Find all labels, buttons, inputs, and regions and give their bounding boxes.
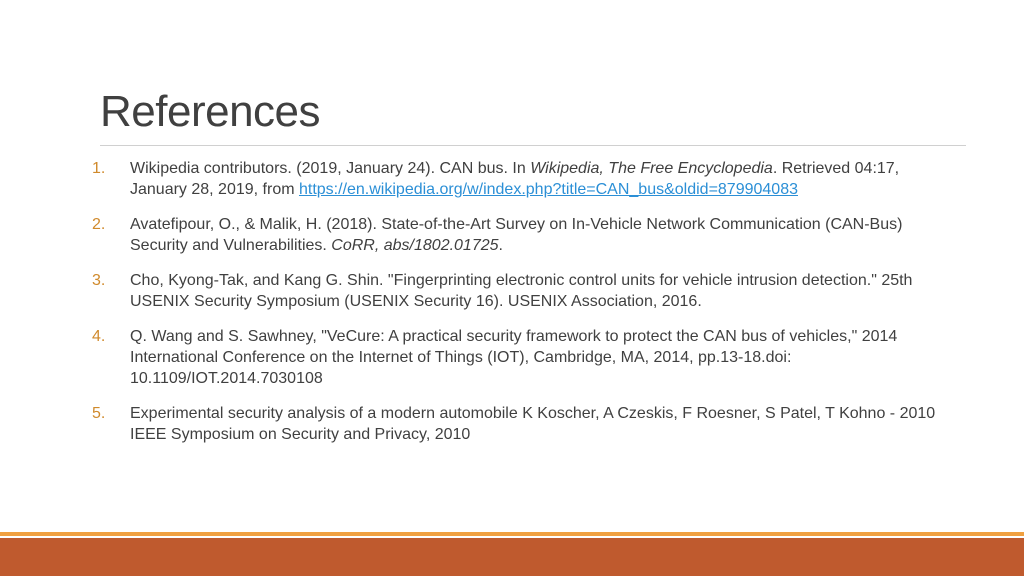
reference-number: 4. [92,328,106,345]
reference-number: 1. [92,160,106,177]
reference-text: Q. Wang and S. Sawhney, "VeCure: A practical security framework to protect the CAN bus of vehicles," 2014 International Conference on the Internet of Things (IOT), Cambridge, MA, 2014, pp.13-18.doi: 10.1109/IOT.2014.7030108 [130,328,898,387]
reference-text: Avatefipour, O., & Malik, H. (2018). State-of-the-Art Survey on In-Vehicle Network Communication (CAN-Bus) Security and Vulnerabilities. [130,216,903,254]
slide-title: References [100,87,321,136]
reference-item-2 [92,214,952,256]
reference-item-1 [92,158,952,200]
reference-source-title: Wikipedia, The Free Encyclopedia [530,160,773,177]
reference-text: Cho, Kyong-Tak, and Kang G. Shin. "Fingerprinting electronic control units for vehicle intrusion detection." 25th USENIX Security Symposium (USENIX Security 16). USENIX Association, 2016. [130,272,913,310]
reference-url-link[interactable]: https://en.wikipedia.org/w/index.php?title=CAN_bus&oldid=879904083 [298,181,798,198]
reference-number: 2. [92,216,106,233]
footer-bar [0,538,1024,576]
reference-list [92,158,952,459]
reference-source-title: CoRR, abs/1802.01725 [331,237,499,254]
reference-number: 5. [92,405,106,422]
reference-item-4 [92,326,952,389]
reference-item-3 [92,270,952,312]
reference-text: Wikipedia contributors. (2019, January 24). CAN bus. In [130,160,531,177]
reference-item-5 [92,403,952,445]
title-divider [100,145,966,146]
footer-accent-line [0,532,1024,536]
reference-text: Experimental security analysis of a modern automobile K Koscher, A Czeskis, F Roesner, S Patel, T Kohno - 2010 IEEE Symposium on Security and Privacy, 2010 [130,405,936,443]
reference-number: 3. [92,272,106,289]
reference-text: . Retrieved 04:17, January 28, 2019, from [130,160,900,198]
reference-text: . [498,237,503,254]
